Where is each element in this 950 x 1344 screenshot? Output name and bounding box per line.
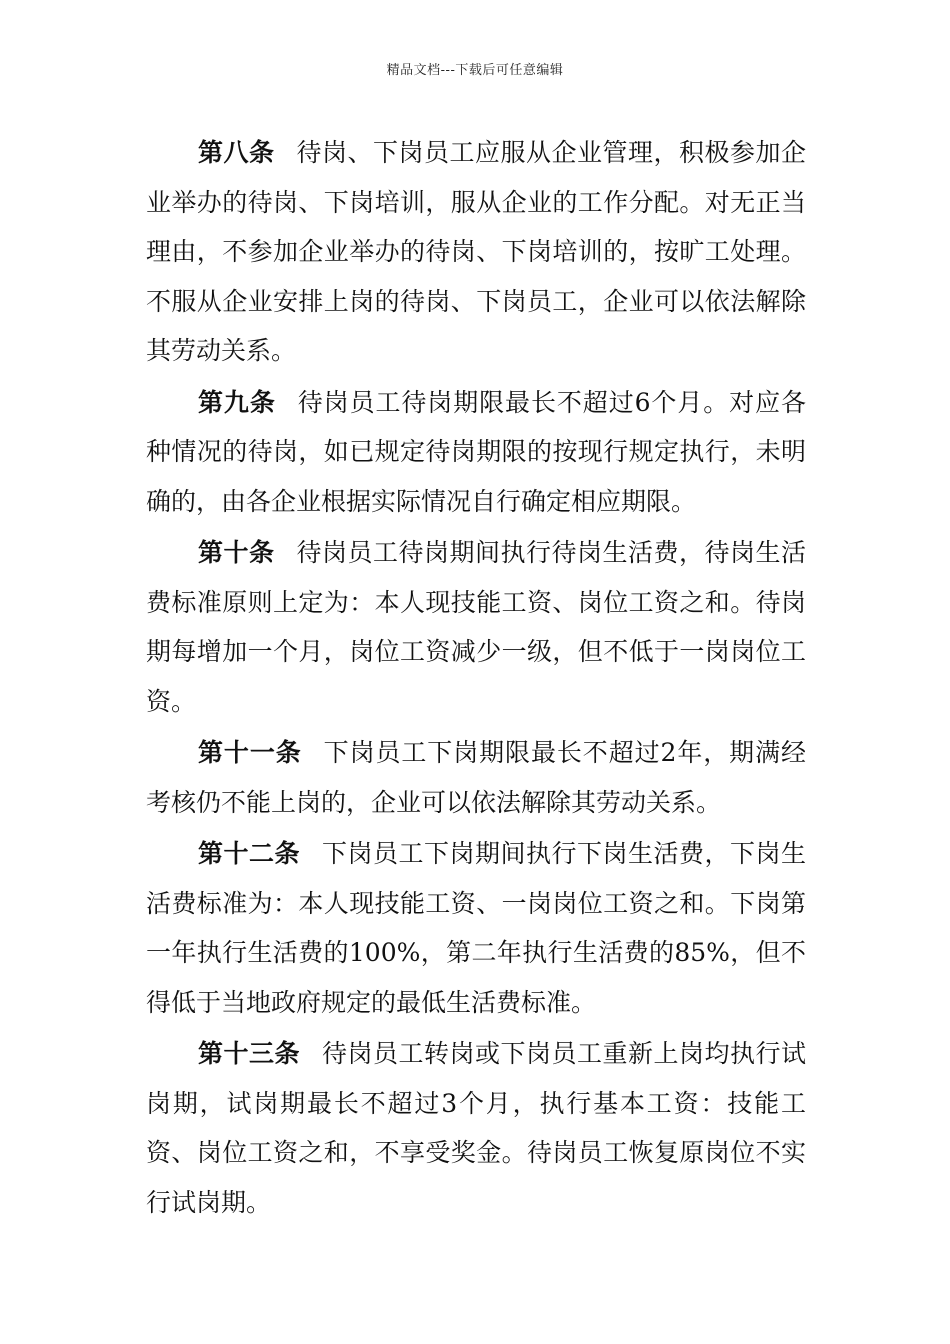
article-body: 待岗员工待岗期间执行待岗生活费，待岗生活费标准原则上定为：本人现技能工资、岗位工资之和。待岗期每增加一个月，岗位工资减少一级，但不低于一岗岗位工资。 xyxy=(146,538,806,716)
article-body: 下岗员工下岗期限最长不超过2年，期满经考核仍不能上岗的，企业可以依法解除其劳动关系。 xyxy=(146,738,806,817)
article-12 xyxy=(146,829,806,1027)
article-13 xyxy=(146,1029,806,1227)
article-title: 第十三条 xyxy=(198,1039,300,1068)
article-11 xyxy=(146,728,806,827)
article-title: 第九条 xyxy=(198,387,276,417)
article-9 xyxy=(146,378,806,527)
page-header: 精品文档---下载后可任意编辑 xyxy=(386,63,564,78)
article-body: 待岗、下岗员工应服从企业管理，积极参加企业举办的待岗、下岗培训，服从企业的工作分配。对无正当理由，不参加企业举办的待岗、下岗培训的，按旷工处理。不服从企业安排上岗的待岗、下岗员工，企业可以依法解除其劳动关系。 xyxy=(146,138,806,365)
article-title: 第八条 xyxy=(198,138,275,167)
article-title: 第十条 xyxy=(198,538,275,567)
article-body: 待岗员工转岗或下岗员工重新上岗均执行试岗期，试岗期最长不超过3个月，执行基本工资：技能工资、岗位工资之和，不享受奖金。待岗员工恢复原岗位不实行试岗期。 xyxy=(146,1039,806,1217)
document-body xyxy=(146,128,806,1229)
article-title: 第十一条 xyxy=(198,738,302,767)
article-8 xyxy=(146,128,806,376)
article-title: 第十二条 xyxy=(198,839,300,868)
article-body: 待岗员工待岗期限最长不超过6个月。对应各种情况的待岗，如已规定待岗期限的按现行规定执行，未明确的，由各企业根据实际情况自行确定相应期限。 xyxy=(146,387,806,516)
article-10 xyxy=(146,528,806,726)
article-body: 下岗员工下岗期间执行下岗生活费，下岗生活费标准为：本人现技能工资、一岗岗位工资之和。下岗第一年执行生活费的100%，第二年执行生活费的85%，但不得低于当地政府规定的最低生活费标准。 xyxy=(146,839,806,1017)
